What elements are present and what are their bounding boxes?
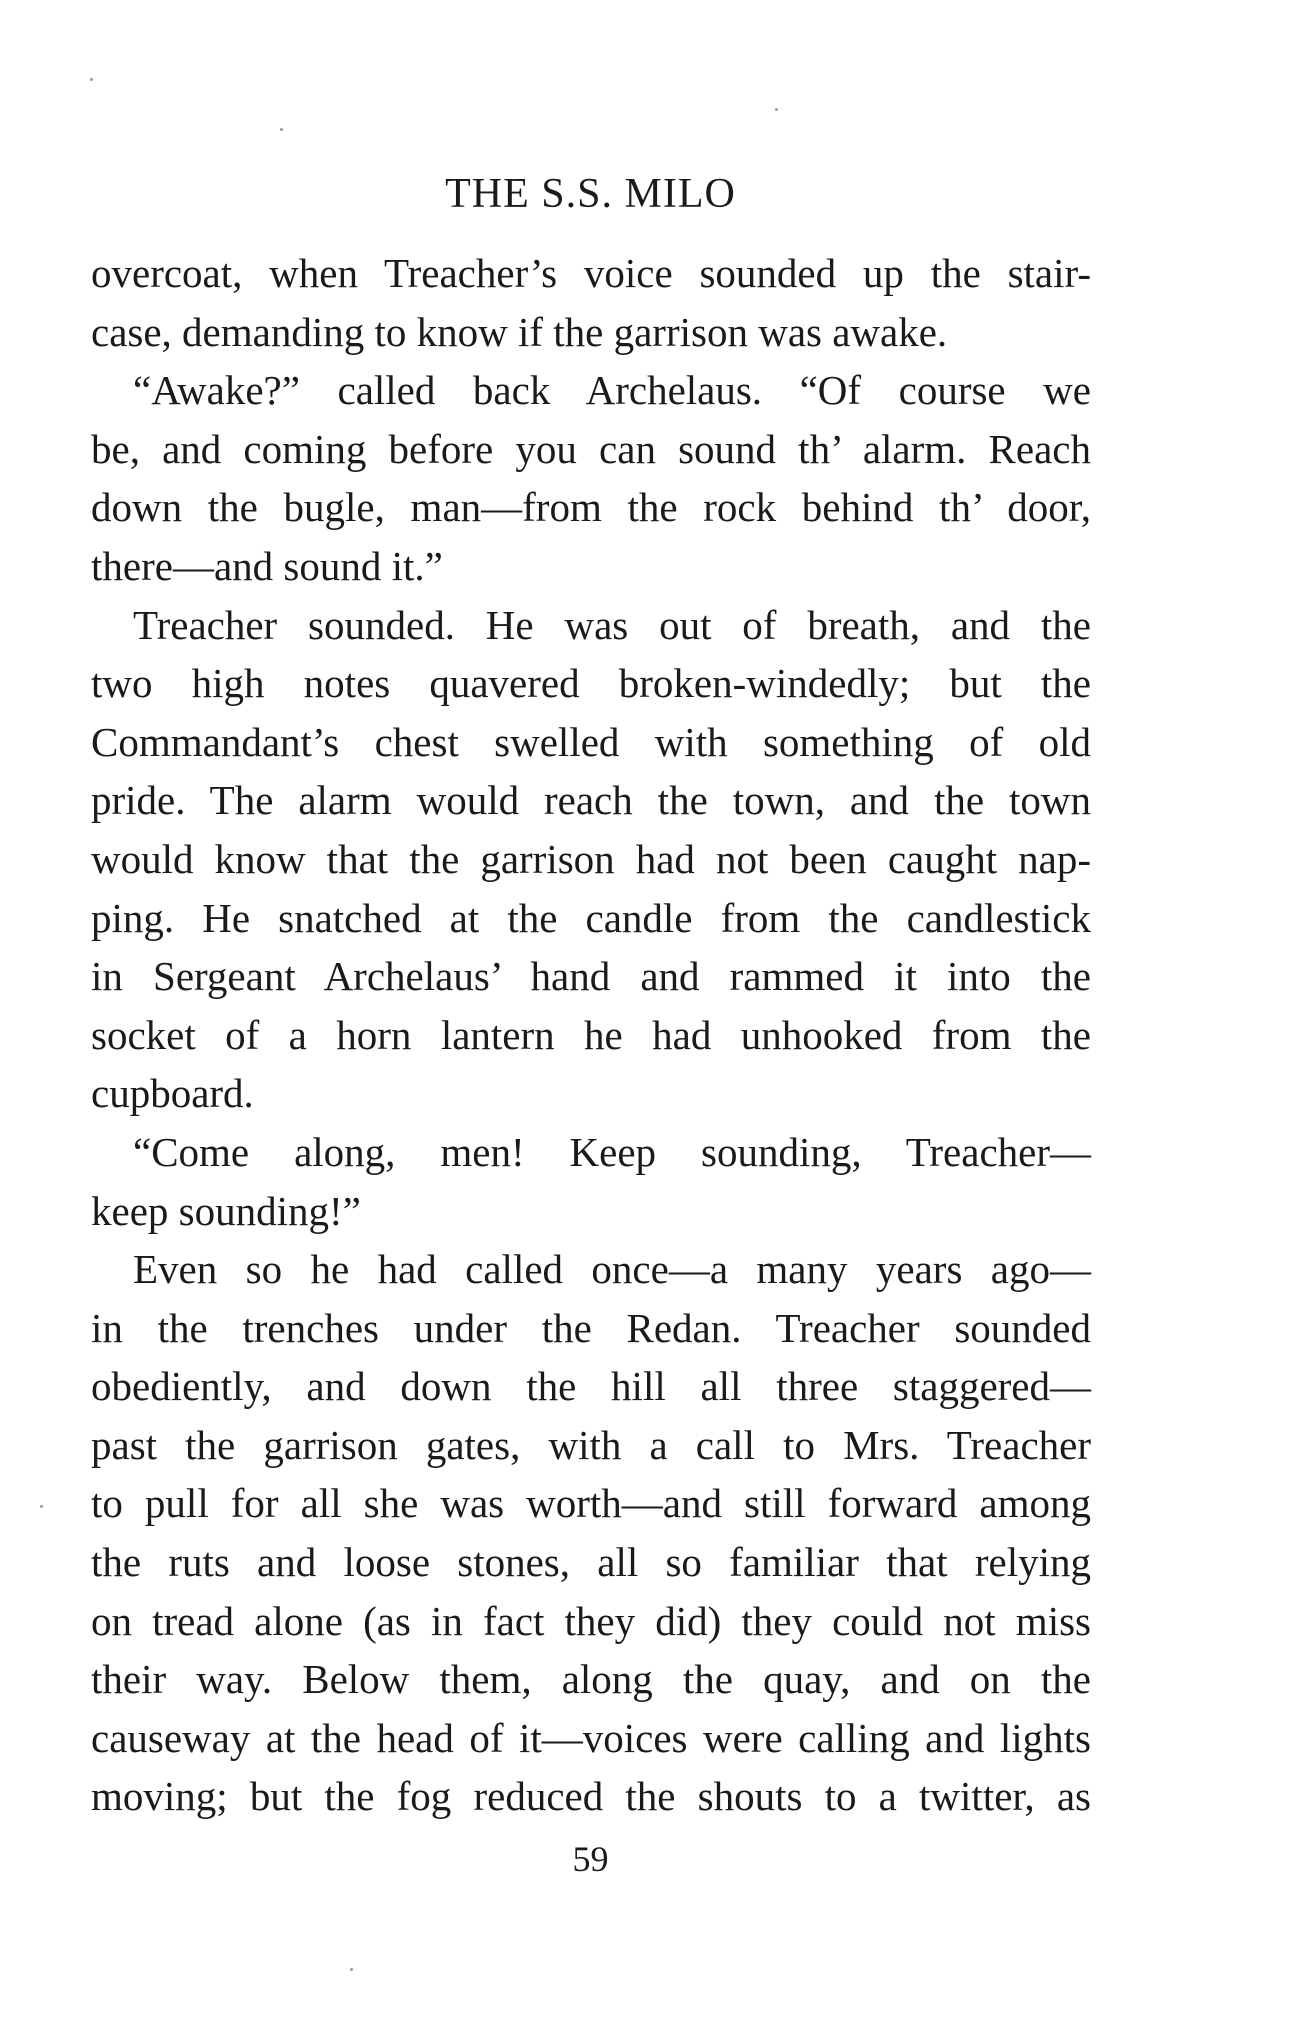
scan-speck: [90, 78, 93, 81]
text-line: would know that the garrison had not been caught nap-: [91, 835, 1091, 882]
scan-speck: [40, 1505, 43, 1508]
running-head: THE S.S. MILO: [445, 171, 736, 217]
text-line: their way. Below them, along the quay, and on the: [91, 1656, 1091, 1703]
scan-speck: [775, 108, 778, 111]
text-line: Commandant’s chest swelled with something of old: [91, 718, 1091, 765]
text-line: cupboard.: [91, 1070, 254, 1117]
text-line: “Awake?” called back Archelaus. “Of course we: [133, 367, 1091, 414]
text-line: overcoat, when Treacher’s voice sounded up the stair-: [91, 250, 1091, 296]
text-line: Treacher sounded. He was out of breath, and the: [133, 601, 1091, 648]
text-line: in Sergeant Archelaus’ hand and rammed it into the: [91, 953, 1091, 1000]
text-line: pride. The alarm would reach the town, and the town: [91, 777, 1091, 824]
text-line: two high notes quavered broken-windedly; but the: [91, 660, 1091, 707]
scan-speck: [280, 128, 283, 131]
text-line: socket of a horn lantern he had unhooked from the: [91, 1011, 1091, 1058]
text-line: there—and sound it.”: [91, 542, 443, 589]
text-line: down the bugle, man—from the rock behind th’ door,: [91, 484, 1091, 531]
text-line: in the trenches under the Redan. Treacher sounded: [91, 1304, 1091, 1351]
text-line: “Come along, men! Keep sounding, Treacher—: [133, 1128, 1091, 1175]
text-line: ping. He snatched at the candle from the candlestick: [91, 894, 1091, 941]
page-number: 59: [572, 1839, 609, 1879]
text-line: Even so he had called once—a many years ago—: [133, 1246, 1091, 1293]
text-line: causeway at the head of it—voices were calling and lights: [91, 1714, 1091, 1761]
text-line: moving; but the fog reduced the shouts to a twitter, as: [91, 1773, 1091, 1820]
body-text: [91, 244, 1091, 1826]
text-line: on tread alone (as in fact they did) they could not miss: [91, 1597, 1091, 1644]
text-line: to pull for all she was worth—and still forward among: [91, 1480, 1091, 1527]
text-line: be, and coming before you can sound th’ alarm. Reach: [91, 425, 1091, 472]
text-line: the ruts and loose stones, all so familiar that relying: [91, 1539, 1091, 1586]
text-line: case, demanding to know if the garrison was awake.: [91, 308, 948, 355]
text-line: obediently, and down the hill all three staggered—: [91, 1363, 1091, 1410]
text-line: keep sounding!”: [91, 1187, 361, 1234]
scan-speck: [350, 1968, 353, 1971]
text-line: past the garrison gates, with a call to Mrs. Treacher: [91, 1421, 1091, 1468]
